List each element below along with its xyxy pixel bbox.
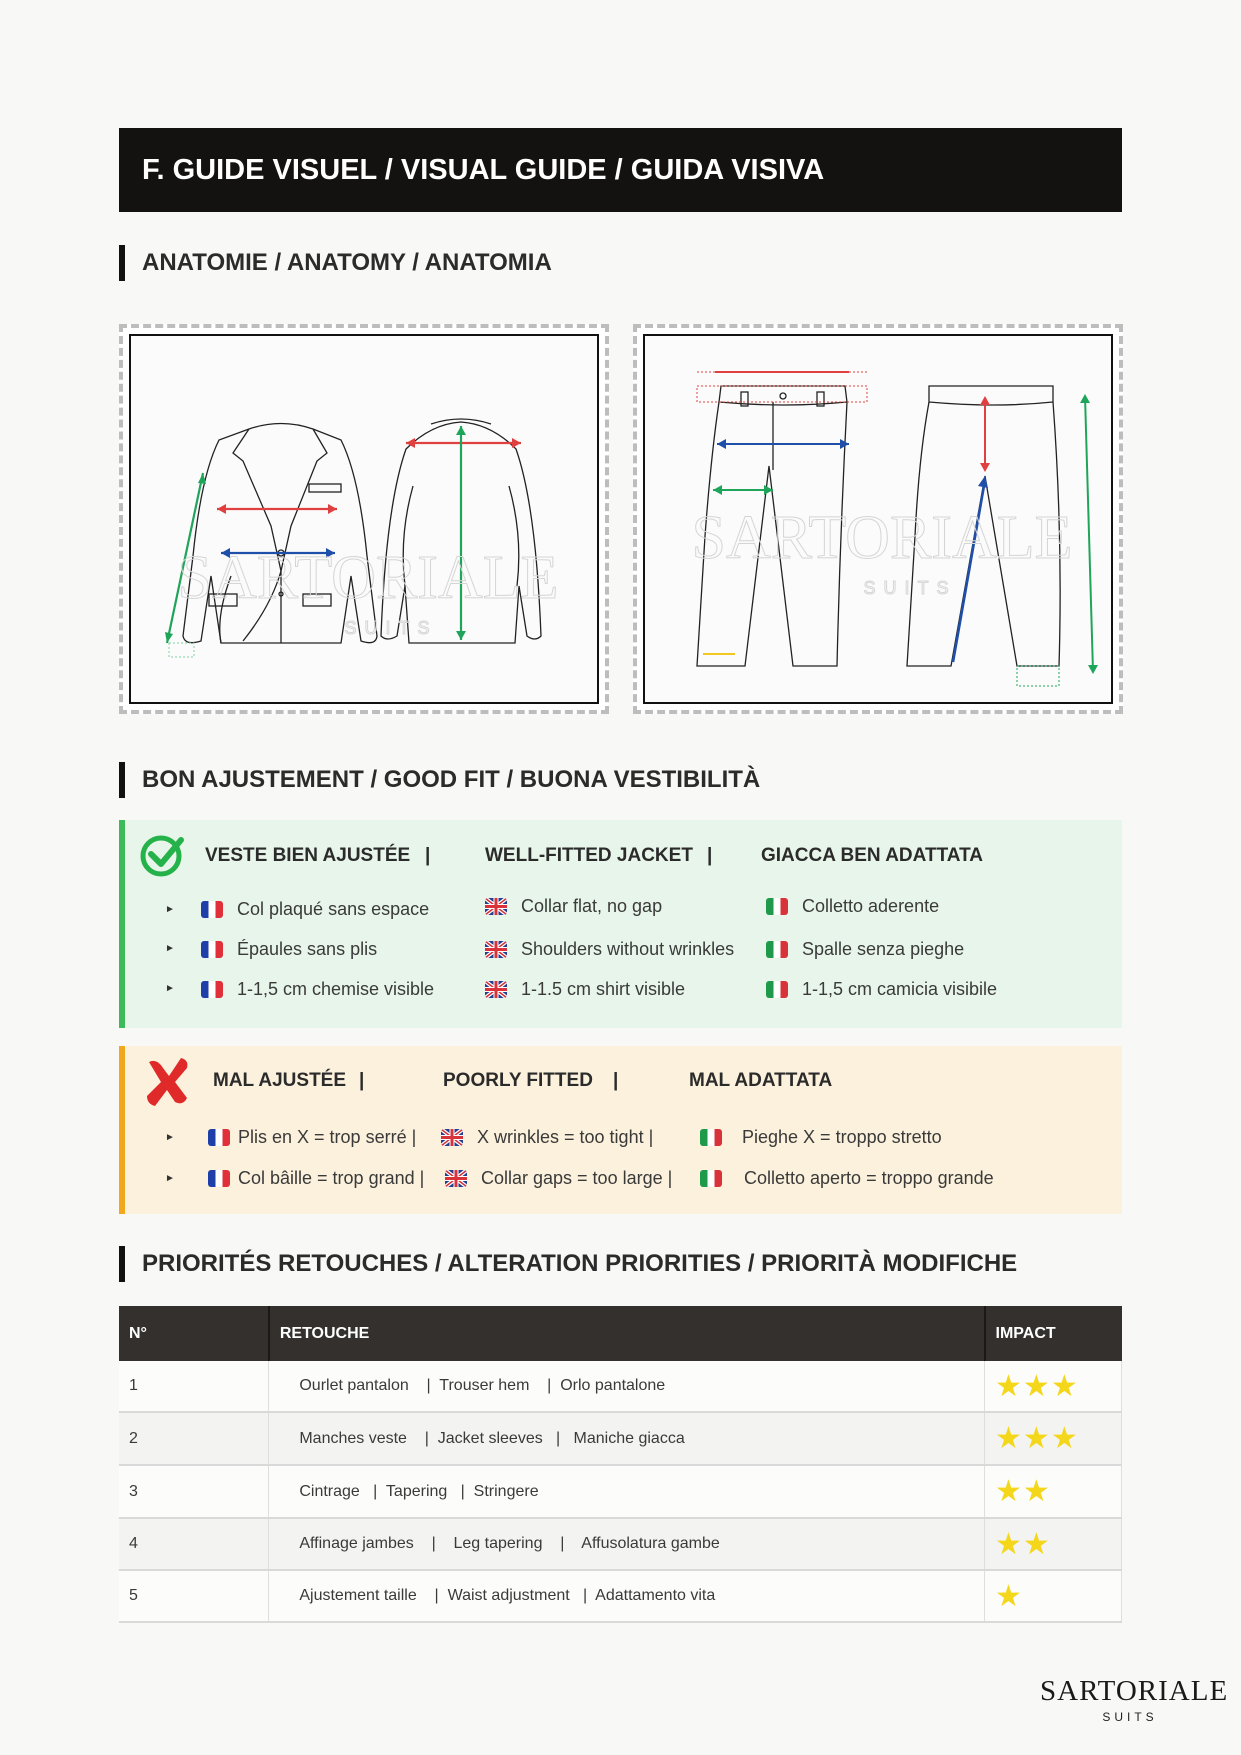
france-flag-icon <box>201 941 223 958</box>
table-row <box>119 1412 1122 1465</box>
star-rating-icon: ★ <box>995 1579 1023 1613</box>
jacket-diagram-panel <box>119 324 609 714</box>
list-item-en: X wrinkles = too tight | <box>441 1127 653 1148</box>
bad-fit-title-en: POORLY FITTED <box>443 1070 593 1091</box>
check-circle-icon <box>139 832 185 878</box>
row-retouche: Affinage jambes | Leg tapering | Affusolatura gambe <box>269 1518 985 1570</box>
page-title: F. GUIDE VISUEL / VISUAL GUIDE / GUIDA VISIVA <box>142 153 825 186</box>
bullet-icon: ► <box>165 904 175 915</box>
title-separator: | <box>613 1070 619 1091</box>
priorities-table <box>119 1306 1122 1623</box>
heading-accent-bar <box>119 762 125 798</box>
trousers-diagram-panel <box>633 324 1123 714</box>
title-separator: | <box>707 845 713 866</box>
column-header-impact: IMPACT <box>985 1306 1122 1361</box>
brand-name: SARTORIALE <box>1040 1675 1229 1707</box>
impact-stars <box>985 1518 1122 1570</box>
section-heading-good-fit <box>119 762 760 798</box>
impact-stars <box>985 1361 1122 1412</box>
list-item-fr: Col plaqué sans espace <box>201 899 429 920</box>
section-title: BON AJUSTEMENT / GOOD FIT / BUONA VESTIBILITÀ <box>142 766 761 793</box>
good-fit-title-en: WELL-FITTED JACKET <box>485 845 693 866</box>
brand-logo <box>1040 1675 1229 1724</box>
bullet-icon: ► <box>165 1132 175 1143</box>
row-retouche: Cintrage | Tapering | Stringere <box>269 1465 985 1518</box>
svg-text:SUITS: SUITS <box>344 618 438 638</box>
good-fit-title-it: GIACCA BEN ADATTATA <box>761 845 983 866</box>
star-rating-icon: ★★★ <box>995 1422 1079 1455</box>
row-number: 3 <box>119 1465 269 1518</box>
row-number: 5 <box>119 1570 269 1622</box>
list-item-fr: Épaules sans plis <box>201 939 377 960</box>
star-rating-icon: ★★ <box>995 1527 1051 1561</box>
list-item-it: Spalle senza pieghe <box>766 939 964 960</box>
bad-fit-title-fr: MAL AJUSTÉE <box>213 1070 347 1091</box>
uk-flag-icon <box>441 1129 463 1146</box>
list-item-it: Pieghe X = troppo stretto <box>700 1127 942 1148</box>
title-separator: | <box>425 845 431 866</box>
italy-flag-icon <box>700 1170 722 1187</box>
row-retouche: Ourlet pantalon | Trouser hem | Orlo pantalone <box>269 1361 985 1412</box>
bad-fit-box <box>119 1046 1122 1214</box>
row-retouche: Manches veste | Jacket sleeves | Maniche giacca <box>269 1412 985 1465</box>
trousers-illustration <box>645 336 1113 704</box>
good-fit-title-fr: VESTE BIEN AJUSTÉE <box>205 845 411 866</box>
row-number: 2 <box>119 1412 269 1465</box>
bullet-icon: ► <box>165 1173 175 1184</box>
svg-text:SARTORIALE: SARTORIALE <box>691 504 1073 572</box>
heading-accent-bar <box>119 1246 125 1282</box>
watermark-text: SARTORIALE <box>177 544 559 612</box>
section-title: PRIORITÉS RETOUCHES / ALTERATION PRIORITIES / PRIORITÀ MODIFICHE <box>142 1250 1018 1277</box>
table-row <box>119 1570 1122 1622</box>
trousers-diagram <box>643 334 1113 704</box>
impact-stars <box>985 1412 1122 1465</box>
table-row <box>119 1361 1122 1412</box>
star-rating-icon: ★★★ <box>995 1369 1079 1403</box>
uk-flag-icon <box>485 981 507 998</box>
italy-flag-icon <box>766 898 788 915</box>
section-heading-anatomy <box>119 245 552 281</box>
list-item-fr: Plis en X = trop serré | <box>208 1127 416 1148</box>
good-fit-box <box>119 820 1122 1028</box>
list-item-fr: 1-1,5 cm chemise visible <box>201 979 434 1000</box>
italy-flag-icon <box>766 981 788 998</box>
uk-flag-icon <box>485 941 507 958</box>
france-flag-icon <box>201 901 223 918</box>
france-flag-icon <box>208 1170 230 1187</box>
table-row <box>119 1465 1122 1518</box>
page-title-bar <box>119 128 1122 212</box>
list-item-en: 1-1.5 cm shirt visible <box>485 979 685 1000</box>
italy-flag-icon <box>766 941 788 958</box>
section-heading-priorities <box>119 1246 1017 1282</box>
bad-fit-title-it: MAL ADATTATA <box>689 1070 833 1091</box>
uk-flag-icon <box>485 898 507 915</box>
impact-stars <box>985 1570 1122 1622</box>
title-separator: | <box>359 1070 365 1091</box>
bullet-icon: ► <box>165 983 175 994</box>
list-item-en: Collar flat, no gap <box>485 896 662 917</box>
row-number: 4 <box>119 1518 269 1570</box>
italy-flag-icon <box>700 1129 722 1146</box>
uk-flag-icon <box>445 1170 467 1187</box>
row-retouche: Ajustement taille | Waist adjustment | Adattamento vita <box>269 1570 985 1622</box>
impact-stars <box>985 1465 1122 1518</box>
row-number: 1 <box>119 1361 269 1412</box>
list-item-en: Collar gaps = too large | <box>445 1168 672 1189</box>
list-item-it: Colletto aperto = troppo grande <box>700 1168 994 1189</box>
list-item-it: Colletto aderente <box>766 896 939 917</box>
jacket-diagram <box>129 334 599 704</box>
bullet-icon: ► <box>165 943 175 954</box>
list-item-fr: Col bâille = trop grand | <box>208 1168 424 1189</box>
column-header-retouche: RETOUCHE <box>269 1306 985 1361</box>
table-header-row <box>119 1306 1122 1361</box>
jacket-illustration <box>131 336 599 704</box>
list-item-en: Shoulders without wrinkles <box>485 939 734 960</box>
france-flag-icon <box>201 981 223 998</box>
star-rating-icon: ★★ <box>995 1475 1051 1508</box>
brand-subtitle: SUITS <box>1102 1710 1158 1724</box>
svg-text:SUITS: SUITS <box>863 578 957 598</box>
heading-accent-bar <box>119 245 125 281</box>
list-item-it: 1-1,5 cm camicia visibile <box>766 979 997 1000</box>
red-cross-icon <box>143 1054 191 1108</box>
france-flag-icon <box>208 1129 230 1146</box>
table-row <box>119 1518 1122 1570</box>
section-title: ANATOMIE / ANATOMY / ANATOMIA <box>142 249 552 276</box>
column-header-number: N° <box>119 1306 269 1361</box>
